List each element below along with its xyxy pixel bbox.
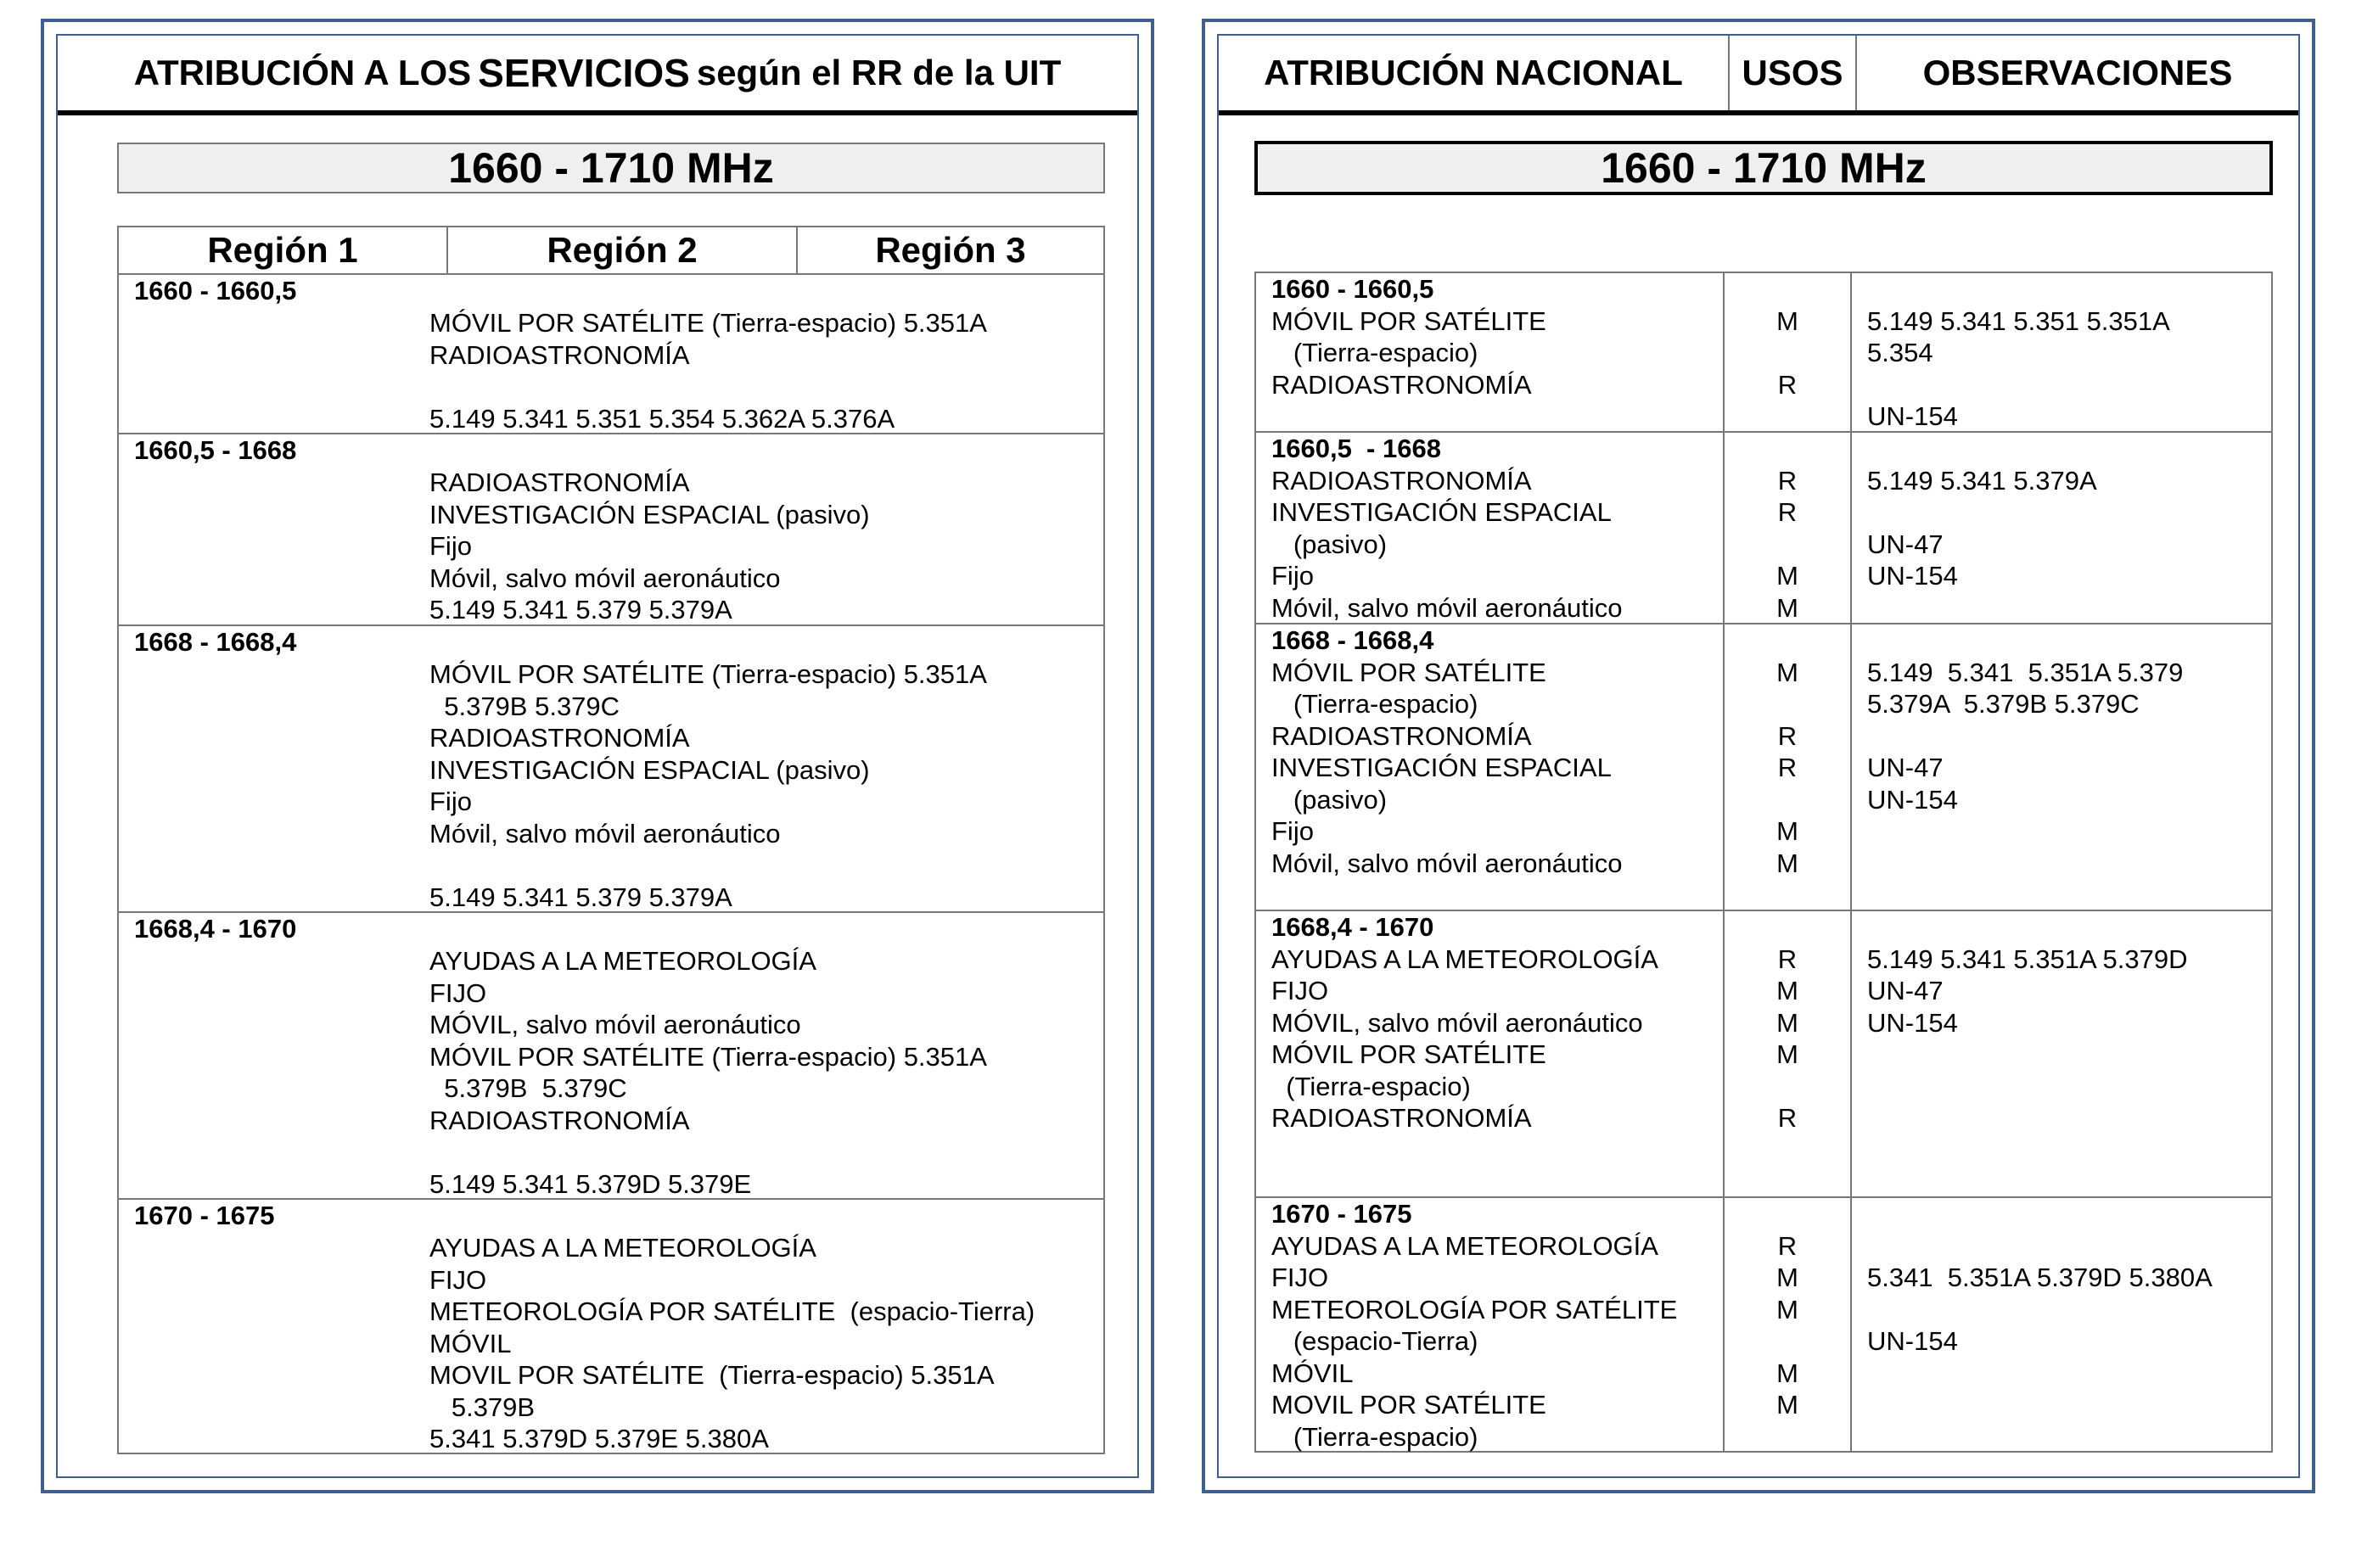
services-line: (pasivo): [1271, 784, 1388, 815]
services-line: MÓVIL POR SATÉLITE: [1271, 657, 1546, 687]
allocation-line: [429, 371, 987, 403]
usos-line: R: [1777, 1103, 1798, 1133]
allocation-line: 5.149 5.341 5.379D 5.379E: [429, 1168, 752, 1199]
usos-column: [1725, 305, 1850, 433]
national-row: [1256, 624, 2271, 911]
services-line: [1271, 1134, 1658, 1167]
usos-column: [1725, 944, 1850, 1198]
observaciones-line: 5.341 5.351A 5.379D 5.380A: [1867, 1263, 2213, 1292]
column-divider: [1850, 273, 1852, 431]
observaciones-line: 5.149 5.341 5.351A 5.379: [1867, 657, 2184, 687]
left-panel-frame: [56, 34, 1139, 1478]
allocation-line: 5.341 5.379D 5.379E 5.380A: [429, 1424, 769, 1453]
services-line: (Tierra-espacio): [1271, 338, 1478, 367]
allocation-line: RADIOASTRONOMÍA: [429, 723, 690, 753]
services-line: METEOROLOGÍA POR SATÉLITE: [1271, 1294, 1678, 1324]
services-line: (Tierra-espacio): [1271, 1421, 1478, 1452]
usos-line: R: [1777, 497, 1798, 527]
observaciones-line: 5.149 5.341 5.351A 5.379D: [1867, 944, 2188, 974]
allocation-line: MÓVIL POR SATÉLITE (Tierra-espacio) 5.351A: [429, 308, 987, 338]
services-line: AYUDAS A LA METEOROLOGÍA: [1271, 1230, 1658, 1261]
usos-line: M: [1776, 1263, 1798, 1292]
allocation-line: INVESTIGACIÓN ESPACIAL (pasivo): [429, 754, 870, 785]
services-line: [1271, 1166, 1658, 1198]
usos-line: [1725, 400, 1850, 433]
services-line: INVESTIGACIÓN ESPACIAL: [1271, 753, 1612, 782]
usos-line: [1725, 879, 1850, 911]
allocation-line: AYUDAS A LA METEOROLOGÍA: [429, 946, 816, 976]
usos-line: M: [1776, 305, 1798, 336]
observaciones-line: [1867, 496, 2097, 529]
band-range: 1660 - 1660,5: [1271, 274, 1434, 304]
allocation-line: FIJO: [429, 977, 487, 1008]
right-header: [1219, 36, 2298, 115]
usos-line: M: [1776, 1358, 1798, 1388]
usos-column: [1725, 1230, 1850, 1453]
band-range: 1660,5 - 1668: [1271, 434, 1441, 463]
band-range: 1668 - 1668,4: [1271, 625, 1434, 655]
allocation-line: FIJO: [429, 1264, 487, 1295]
services-line: INVESTIGACIÓN ESPACIAL: [1271, 497, 1612, 527]
allocation-line: [429, 1136, 987, 1168]
allocation-line: Móvil, salvo móvil aeronáutico: [429, 563, 781, 593]
usos-column: [1725, 657, 1850, 911]
services-line: (pasivo): [1271, 529, 1388, 559]
left-header-suffix: según el RR de la UIT: [696, 53, 1062, 92]
region-row: [119, 626, 1103, 913]
region-row: [119, 1200, 1103, 1453]
usos-line: M: [1776, 1007, 1798, 1038]
region-2-header: Región 2: [448, 227, 798, 273]
services-line: RADIOASTRONOMÍA: [1271, 1103, 1532, 1133]
services-line: RADIOASTRONOMÍA: [1271, 465, 1532, 496]
observaciones-line: UN-47: [1867, 753, 1944, 782]
observaciones-line: 5.149 5.341 5.379A: [1867, 465, 2097, 496]
usos-line: R: [1777, 753, 1798, 782]
services-column: [1271, 305, 1546, 433]
usos-line: M: [1776, 816, 1798, 846]
services-line: (Tierra-espacio): [1271, 1071, 1471, 1101]
observaciones-line: [1867, 1102, 2188, 1134]
allocation-lines: [429, 945, 987, 1200]
observaciones-line: UN-154: [1867, 784, 1958, 815]
observaciones-line: [1867, 1389, 2213, 1421]
allocation-line: MÓVIL POR SATÉLITE (Tierra-espacio) 5.351A: [429, 659, 987, 689]
usos-line: R: [1777, 465, 1798, 496]
services-line: MÓVIL, salvo móvil aeronáutico: [1271, 1007, 1643, 1038]
services-line: MÓVIL: [1271, 1358, 1354, 1388]
national-row: [1256, 1198, 2271, 1451]
right-band-title: 1660 - 1710 MHz: [1254, 141, 2273, 195]
allocation-lines: [429, 467, 870, 626]
region-rows: [119, 275, 1103, 1453]
region-table: [117, 226, 1105, 1454]
observaciones-column: [1867, 1230, 2213, 1453]
national-row: [1256, 911, 2271, 1198]
services-line: MÓVIL POR SATÉLITE: [1271, 305, 1546, 336]
allocation-lines: [429, 307, 987, 434]
observaciones-column: [1867, 305, 2170, 433]
header-observaciones: OBSERVACIONES: [1922, 53, 2233, 92]
services-line: RADIOASTRONOMÍA: [1271, 720, 1532, 751]
allocation-line: RADIOASTRONOMÍA: [429, 468, 690, 497]
allocation-line: Fijo: [429, 787, 472, 816]
usos-line: M: [1776, 1294, 1798, 1324]
observaciones-line: UN-154: [1867, 1326, 1958, 1356]
services-column: [1271, 1230, 1677, 1453]
band-range: 1668,4 - 1670: [134, 914, 297, 944]
services-line: MÓVIL POR SATÉLITE: [1271, 1039, 1546, 1069]
observaciones-line: UN-154: [1867, 1007, 1958, 1038]
usos-line: [1725, 1325, 1850, 1358]
services-line: (Tierra-espacio): [1271, 689, 1478, 719]
services-line: FIJO: [1271, 976, 1329, 1005]
observaciones-line: [1867, 1071, 2188, 1103]
services-line: [1271, 879, 1623, 911]
observaciones-line: [1867, 369, 2170, 401]
services-column: [1271, 944, 1658, 1198]
column-divider: [1850, 433, 1852, 623]
usos-column: [1725, 465, 1850, 624]
allocation-line: 5.149 5.341 5.351 5.354 5.362A 5.376A: [429, 403, 895, 434]
usos-line: M: [1776, 592, 1798, 623]
left-band-title: 1660 - 1710 MHz: [117, 143, 1105, 193]
services-line: MOVIL POR SATÉLITE: [1271, 1390, 1546, 1420]
allocation-line: METEOROLOGÍA POR SATÉLITE (espacio-Tierra): [429, 1296, 1035, 1326]
observaciones-line: [1867, 1166, 2188, 1198]
usos-line: [1725, 1421, 1850, 1453]
right-panel-frame: [1217, 34, 2300, 1478]
column-divider: [1850, 1198, 1852, 1451]
usos-line: [1725, 784, 1850, 816]
band-range: 1660,5 - 1668: [134, 435, 297, 465]
usos-line: [1725, 529, 1850, 561]
usos-line: R: [1777, 720, 1798, 751]
allocation-line: 5.149 5.341 5.379 5.379A: [429, 882, 732, 912]
allocation-line: MÓVIL POR SATÉLITE (Tierra-espacio) 5.351A: [429, 1041, 987, 1072]
observaciones-line: UN-47: [1867, 529, 1944, 559]
services-line: Fijo: [1271, 816, 1314, 846]
left-header-emph: SERVICIOS: [478, 51, 690, 95]
allocation-line: RADIOASTRONOMÍA: [429, 339, 690, 370]
allocation-line: Fijo: [429, 531, 472, 561]
header-atribucion-nacional: ATRIBUCIÓN NACIONAL: [1219, 36, 1730, 110]
band-range: 1660 - 1660,5: [134, 276, 297, 305]
region-row: [119, 434, 1103, 626]
region-header-row: [119, 227, 1103, 275]
usos-line: M: [1776, 1390, 1798, 1420]
usos-line: M: [1776, 561, 1798, 591]
band-range: 1670 - 1675: [134, 1201, 275, 1230]
observaciones-line: [1867, 1039, 2188, 1071]
header-usos: USOS: [1730, 36, 1857, 110]
usos-line: M: [1776, 1039, 1798, 1069]
allocation-line: MÓVIL: [429, 1328, 512, 1358]
right-panel: [1202, 19, 2315, 1493]
allocation-lines: [429, 658, 987, 913]
services-line: AYUDAS A LA METEOROLOGÍA: [1271, 944, 1658, 974]
column-divider: [1850, 911, 1852, 1196]
services-line: Móvil, salvo móvil aeronáutico: [1271, 592, 1623, 623]
allocation-line: 5.379B 5.379C: [429, 1073, 627, 1103]
usos-line: [1725, 1166, 1850, 1198]
allocation-line: 5.149 5.341 5.379 5.379A: [429, 595, 732, 624]
usos-line: [1725, 1134, 1850, 1167]
observaciones-line: [1867, 879, 2183, 911]
allocation-line: MÓVIL, salvo móvil aeronáutico: [429, 1010, 801, 1039]
observaciones-line: [1867, 1294, 2213, 1326]
usos-line: R: [1777, 944, 1798, 974]
services-line: (espacio-Tierra): [1271, 1326, 1478, 1356]
observaciones-line: UN-154: [1867, 561, 1958, 591]
observaciones-column: [1867, 657, 2183, 911]
left-header: [58, 36, 1137, 115]
observaciones-line: [1867, 1421, 2213, 1453]
usos-line: R: [1777, 1230, 1798, 1261]
observaciones-line: [1867, 720, 2183, 753]
observaciones-line: [1867, 1230, 2213, 1263]
band-range: 1668 - 1668,4: [134, 627, 297, 657]
allocation-lines: [429, 1232, 1035, 1455]
allocation-line: INVESTIGACIÓN ESPACIAL (pasivo): [429, 499, 870, 529]
region-3-header: Región 3: [875, 230, 1026, 270]
services-line: Móvil, salvo móvil aeronáutico: [1271, 848, 1623, 878]
usos-line: [1725, 1071, 1850, 1103]
usos-line: [1725, 337, 1850, 369]
allocation-line: AYUDAS A LA METEOROLOGÍA: [429, 1233, 816, 1263]
band-range: 1668,4 - 1670: [1271, 912, 1434, 942]
left-panel: [41, 19, 1154, 1493]
allocation-line: 5.379B 5.379C: [429, 691, 620, 721]
observaciones-column: [1867, 465, 2097, 624]
allocation-line: [429, 849, 987, 882]
region-row: [119, 913, 1103, 1200]
observaciones-line: [1867, 1134, 2188, 1167]
left-header-prefix: ATRIBUCIÓN A LOS: [133, 53, 472, 92]
observaciones-line: 5.149 5.341 5.351 5.351A: [1867, 305, 2170, 336]
region-1-header: Región 1: [119, 227, 448, 273]
observaciones-line: 5.354: [1867, 338, 1933, 367]
services-column: [1271, 657, 1623, 911]
services-line: Fijo: [1271, 561, 1314, 591]
observaciones-line: [1867, 592, 2097, 624]
allocation-line: Móvil, salvo móvil aeronáutico: [429, 818, 781, 848]
allocation-line: MOVIL POR SATÉLITE (Tierra-espacio) 5.351A: [429, 1360, 995, 1390]
observaciones-line: UN-47: [1867, 976, 1944, 1005]
column-divider: [1850, 624, 1852, 910]
services-line: [1271, 400, 1546, 433]
observaciones-line: 5.379A 5.379B 5.379C: [1867, 689, 2140, 719]
usos-line: M: [1776, 976, 1798, 1005]
national-row: [1256, 433, 2271, 624]
services-line: RADIOASTRONOMÍA: [1271, 369, 1532, 400]
observaciones-line: [1867, 815, 2183, 848]
services-line: FIJO: [1271, 1263, 1329, 1292]
observaciones-line: [1867, 1358, 2213, 1390]
allocation-line: 5.379B: [429, 1392, 536, 1422]
national-table: [1254, 272, 2273, 1453]
national-rows: [1256, 273, 2271, 1451]
services-column: [1271, 465, 1623, 624]
usos-line: R: [1777, 369, 1798, 400]
band-range: 1670 - 1675: [1271, 1199, 1412, 1229]
national-row: [1256, 273, 2271, 433]
region-row: [119, 275, 1103, 434]
observaciones-line: UN-154: [1867, 401, 1958, 431]
observaciones-column: [1867, 944, 2188, 1198]
usos-line: M: [1776, 848, 1798, 878]
usos-line: M: [1776, 657, 1798, 687]
usos-line: [1725, 688, 1850, 720]
allocation-line: RADIOASTRONOMÍA: [429, 1105, 690, 1135]
observaciones-line: [1867, 848, 2183, 880]
